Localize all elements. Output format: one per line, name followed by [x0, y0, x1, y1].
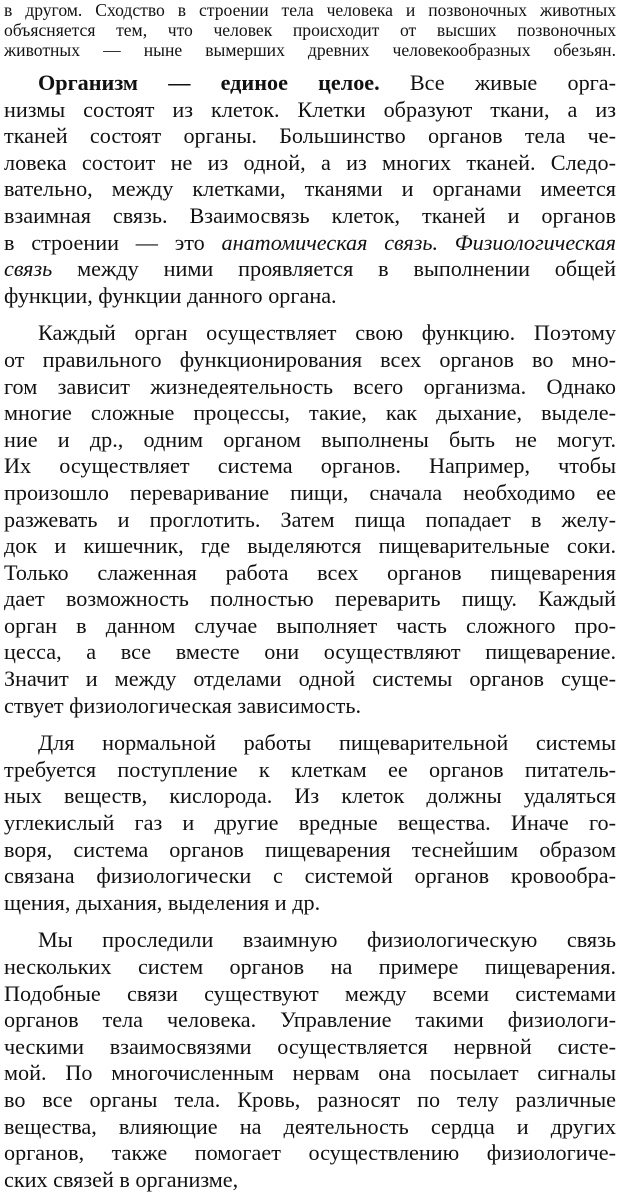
- text-line: ческими взаимосвязями осуществляется нервной систе-: [4, 1033, 616, 1059]
- text-line: требуется поступление к клеткам ее органов питатель-: [4, 756, 616, 782]
- text-line: орган в данном случае выполняет часть сложного про-: [4, 612, 616, 638]
- text-line: вательно, между клетками, тканями и органами имеется: [4, 176, 616, 202]
- text-span: между ними проявляется в выполнении общей: [52, 256, 616, 282]
- paragraph-organism: [4, 70, 616, 309]
- text-line: органов, также помогает осуществлению физиологиче-: [4, 1140, 616, 1166]
- text-line: вещества, влияющие на деятельность сердца и других: [4, 1113, 616, 1139]
- text-line: щения, дыхания, выделения и др.: [4, 889, 321, 915]
- text-line: Каждый орган осуществляет свою функцию. Поэтому: [38, 320, 616, 346]
- text-line: ствует физиологическая зависимость.: [4, 692, 362, 718]
- text-line: взаимная связь. Взаимосвязь клеток, тканей и органов: [4, 202, 616, 228]
- text-line: Мы проследили взаимную физиологическую связь: [38, 927, 616, 953]
- text-line: воря, система органов пищеварения теснейшим образом: [4, 836, 616, 862]
- paragraph: [4, 927, 616, 1193]
- text-line: функции, функции данного органа.: [4, 282, 337, 308]
- paragraph: [4, 730, 616, 916]
- text-line: от правильного функционирования всех органов во мно-: [4, 346, 616, 372]
- text-line: ных веществ, кислорода. Из клеток должны удаляться: [4, 783, 616, 809]
- intro-small-print: [4, 0, 616, 60]
- intro-line: в другом. Сходство в строении тела человека и позвоночных животных: [4, 0, 616, 20]
- text-line: многие сложные процессы, такие, как дыхание, выделе-: [4, 400, 616, 426]
- text-line: произошло переваривание пищи, сначала необходимо ее: [4, 479, 616, 505]
- text-line: [4, 230, 616, 257]
- text-line: цесса, а все вместе они осуществляют пищеварение.: [4, 639, 616, 665]
- main-text: [4, 70, 616, 1193]
- text-line: нескольких систем органов на примере пищеварения.: [4, 954, 616, 979]
- text-line: [4, 70, 616, 97]
- text-line: низмы состоят из клеток. Клетки образуют ткани, а из: [4, 96, 616, 122]
- text-line: Их осуществляет система органов. Например, чтобы: [4, 453, 616, 479]
- intro-line: объясняется тем, что человек происходит от высших позвоночных: [4, 20, 616, 40]
- text-line: Только слаженная работа всех органов пищеварения: [4, 559, 616, 585]
- section-heading: Организм — единое целое.: [38, 70, 380, 95]
- text-line: Значит и между отделами одной системы органов суще-: [4, 666, 616, 692]
- italic-term: анатомическая связь. Физиологическая: [221, 229, 616, 255]
- intro-line: животных — ныне вымерших древних человекообразных обезьян.: [4, 40, 616, 60]
- text-line: связана физиологически с системой органов кровообра-: [4, 863, 616, 889]
- text-line: док и кишечник, где выделяются пищеварительные соки.: [4, 533, 616, 559]
- text-line: ских связей в организме,: [4, 1166, 239, 1192]
- text-line: [4, 256, 616, 283]
- text-line: углекислый газ и другие вредные вещества. Иначе го-: [4, 810, 616, 836]
- text-span: Все живые орга-: [379, 70, 616, 95]
- book-page: [4, 0, 616, 1193]
- text-line: разжевать и проглотить. Затем пища попадает в желу-: [4, 506, 616, 532]
- text-line: Подобные связи существуют между всеми системами: [4, 980, 616, 1006]
- italic-term: связь: [4, 256, 53, 282]
- text-line: гом зависит жизнедеятельность всего организма. Однако: [4, 373, 616, 399]
- text-line: ловека состоит не из одной, а из многих тканей. Следо-: [4, 149, 616, 175]
- text-line: органов тела человека. Управление такими физиологи-: [4, 1007, 616, 1033]
- text-line: Для нормальной работы пищеварительной системы: [38, 730, 616, 756]
- text-line: мой. По многочисленным нервам она посылает сигналы: [4, 1060, 616, 1086]
- text-line: тканей состоят органы. Большинство органов тела че-: [4, 123, 616, 149]
- paragraph: [4, 320, 616, 719]
- text-span: в строении — это: [4, 229, 222, 255]
- text-line: дает возможность полностью переварить пищу. Каждый: [4, 586, 616, 612]
- text-line: во все органы тела. Кровь, разносят по телу различные: [4, 1086, 616, 1112]
- text-line: ние и др., одним органом выполнены быть не могут.: [4, 426, 616, 452]
